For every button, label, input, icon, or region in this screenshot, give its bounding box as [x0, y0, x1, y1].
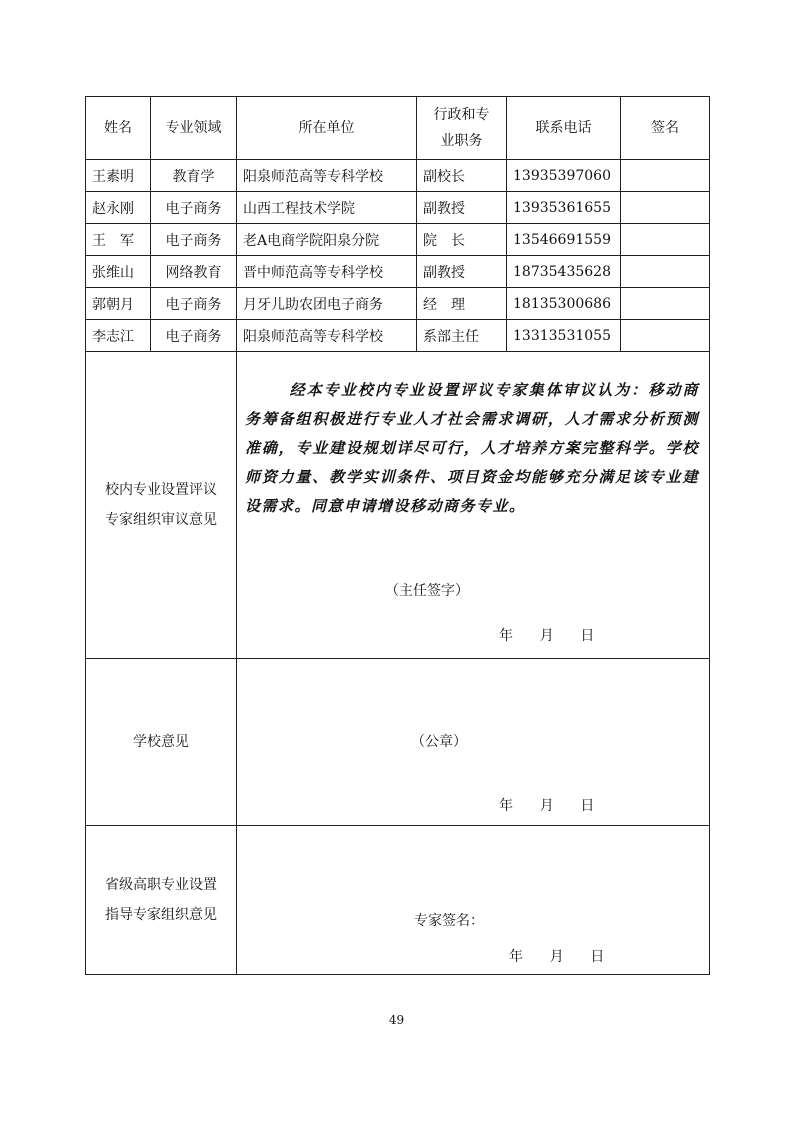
member-signature[interactable]	[621, 160, 710, 192]
member-field: 教育学	[151, 160, 237, 192]
official-seal-note: （公章）	[411, 734, 467, 750]
header-unit: 所在单位	[237, 97, 417, 160]
section-internal-review	[86, 352, 710, 659]
table-row	[86, 160, 710, 192]
provincial-opinion-label-line2: 指导专家组织意见	[105, 907, 217, 923]
internal-review-label	[86, 352, 237, 659]
member-signature[interactable]	[621, 288, 710, 320]
provincial-opinion-label-line1: 省级高职专业设置	[105, 877, 217, 893]
member-name: 王 军	[86, 224, 151, 256]
provincial-opinion-label	[86, 826, 237, 975]
member-unit: 山西工程技术学院	[237, 192, 417, 224]
member-title: 经 理	[417, 288, 507, 320]
opinion-text: 经本专业校内专业设置评议专家集体审议认为：移动商务筹备组积极进行专业人才社会需求调研，人才需求分析预测准确，专业建设规划详尽可行，人才培养方案完整科学。学校师资力量、教学实训条件、项目资金均能够充分满足该专业建设需求。同意申请增设移动商务专业。	[245, 381, 699, 515]
internal-review-opinion	[245, 376, 699, 521]
member-signature[interactable]	[621, 320, 710, 352]
member-field: 电子商务	[151, 224, 237, 256]
header-phone: 联系电话	[507, 97, 621, 160]
provincial-opinion-content	[237, 826, 710, 975]
table-row	[86, 192, 710, 224]
member-phone: 13546691559	[507, 224, 621, 256]
header-title-line1: 行政和专	[433, 107, 490, 123]
member-field: 电子商务	[151, 192, 237, 224]
member-name: 郭朝月	[86, 288, 151, 320]
member-unit: 阳泉师范高等专科学校	[237, 160, 417, 192]
member-title: 副教授	[417, 192, 507, 224]
member-field: 电子商务	[151, 320, 237, 352]
internal-review-label-line2: 专家组织审议意见	[105, 512, 217, 528]
member-title: 副校长	[417, 160, 507, 192]
header-title-line2: 业职务	[440, 133, 483, 149]
member-name: 张维山	[86, 256, 151, 288]
member-signature[interactable]	[621, 224, 710, 256]
school-opinion-date: 年 月 日	[499, 798, 595, 814]
table-row	[86, 288, 710, 320]
table-row	[86, 256, 710, 288]
member-signature[interactable]	[621, 192, 710, 224]
section-school-opinion	[86, 659, 710, 826]
member-unit: 老A电商学院阳泉分院	[237, 224, 417, 256]
internal-review-date: 年 月 日	[499, 628, 595, 644]
member-title: 副教授	[417, 256, 507, 288]
member-name: 李志江	[86, 320, 151, 352]
member-title: 系部主任	[417, 320, 507, 352]
internal-review-label-line1: 校内专业设置评议	[105, 482, 217, 498]
section-provincial-opinion	[86, 826, 710, 975]
header-name: 姓名	[86, 97, 151, 160]
school-opinion-content	[237, 659, 710, 826]
member-unit: 阳泉师范高等专科学校	[237, 320, 417, 352]
member-name: 赵永刚	[86, 192, 151, 224]
member-phone: 13935361655	[507, 192, 621, 224]
member-name: 王素明	[86, 160, 151, 192]
director-signature-note: （主任签字）	[385, 583, 469, 599]
member-signature[interactable]	[621, 256, 710, 288]
member-field: 网络教育	[151, 256, 237, 288]
school-opinion-label: 学校意见	[86, 659, 237, 826]
expert-signature-note: 专家签名：	[414, 913, 484, 929]
page-number: 49	[388, 1013, 405, 1027]
review-form	[85, 96, 709, 975]
member-phone: 13313531055	[507, 320, 621, 352]
header-signature: 签名	[621, 97, 710, 160]
member-phone: 13935397060	[507, 160, 621, 192]
table-row	[86, 224, 710, 256]
member-unit: 月牙儿助农团电子商务	[237, 288, 417, 320]
table-row	[86, 320, 710, 352]
header-title	[417, 97, 507, 160]
provincial-opinion-date: 年 月 日	[509, 949, 605, 965]
header-field: 专业领域	[151, 97, 237, 160]
form-table	[85, 96, 710, 975]
member-field: 电子商务	[151, 288, 237, 320]
member-title: 院 长	[417, 224, 507, 256]
member-phone: 18135300686	[507, 288, 621, 320]
internal-review-content	[237, 352, 710, 659]
header-row	[86, 97, 710, 160]
member-unit: 晋中师范高等专科学校	[237, 256, 417, 288]
member-phone: 18735435628	[507, 256, 621, 288]
